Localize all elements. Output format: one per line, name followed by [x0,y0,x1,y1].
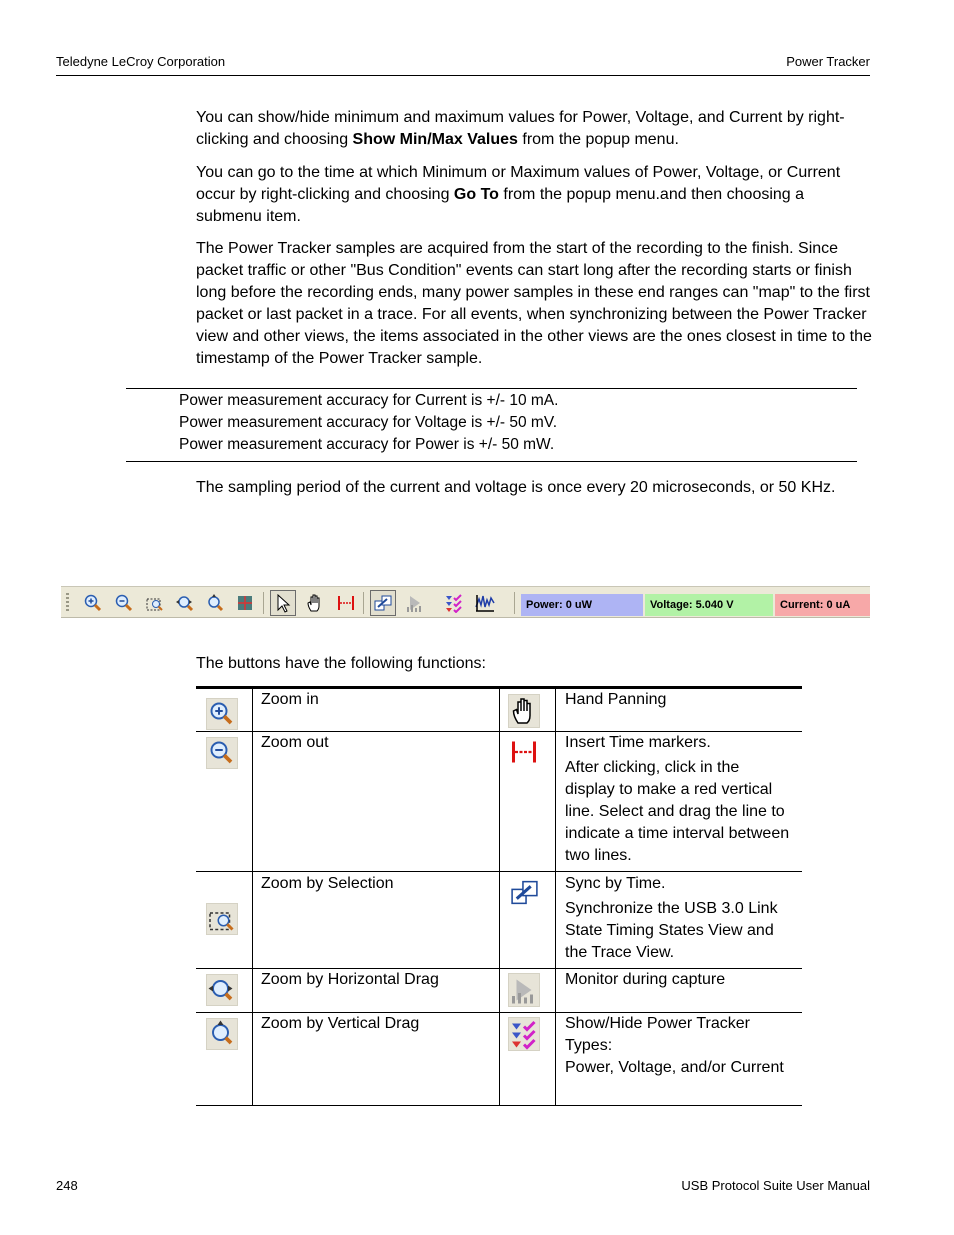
paragraph-buttons-intro: The buttons have the following functions: [196,655,486,672]
show-hide-desc: Power, Voltage, and/or Current [565,1059,784,1076]
hand-icon [508,694,540,728]
p2-text-end: from the popup menu.and then choosing a submenu item. [196,186,805,225]
page-number: 248 [56,1178,78,1193]
zoom-out-icon[interactable] [114,593,134,613]
running-header-left: Teledyne LeCroy Corporation [56,54,226,69]
table-cell-zoom-selection: Zoom by Selection [261,875,394,892]
zoom-selection-icon [206,903,238,935]
show-hide-types-icon[interactable] [444,593,464,613]
zoom-selection-icon[interactable] [145,593,165,613]
voltage-readout: Voltage: 5.040 V [645,594,773,616]
show-hide-title: Show/Hide Power Tracker Types: [565,1015,750,1054]
time-marker-icon[interactable] [336,593,356,613]
zoom-in-icon[interactable] [83,593,103,613]
grid-icon[interactable] [235,593,255,613]
table-col-divider [499,689,500,1106]
zoom-in-icon [206,698,238,730]
pointer-icon[interactable] [273,593,293,613]
table-cell-sync-time [565,873,793,964]
zoom-vertical-drag-icon [206,1018,238,1050]
header-rule [56,75,870,76]
waveform-icon[interactable] [475,593,495,613]
table-cell-zoom-out: Zoom out [261,734,329,751]
power-readout: Power: 0 uW [521,594,643,616]
sync-time-icon [509,877,540,908]
running-header-right: Power Tracker [786,54,870,69]
note-bottom-rule [126,461,857,462]
table-cell-zoom-horizontal: Zoom by Horizontal Drag [261,971,439,988]
p1-text-end: from the popup menu. [517,131,679,148]
time-marker-icon [509,737,539,767]
insert-markers-desc: After clicking, click in the display to make a red vertical line. Select and drag the line to indicate a time interval between two lines. [565,759,790,864]
toolbar-separator [263,592,264,614]
note-current: Power measurement accuracy for Current is +/- 10 mA. [179,392,559,409]
paragraph-samples: The Power Tracker samples are acquired from the start of the recording to the finish. Since packet traffic or other "Bus Condition" events can start long after the recording starts or finish long before the recording ends, many power samples in these end ranges can "map" to the first packet or last packet in a trace. For all events, when synchronizing between the Power Tracker view and other views, the items associated in the other views are the ones closest in time to the timestamp of the Power Tracker sample. [196,240,872,367]
table-cell-hand-panning: Hand Panning [565,691,667,708]
toolbar-separator [363,592,364,614]
p2-bold: Go To [453,186,499,203]
sync-time-desc: Synchronize the USB 3.0 Link State Timing States View and the Trace View. [565,900,778,961]
zoom-out-icon [206,737,238,769]
table-cell-zoom-in: Zoom in [261,691,319,708]
paragraph-min-max [196,107,872,151]
sync-time-icon[interactable] [373,593,393,613]
table-cell-insert-markers [565,732,793,867]
footer-title: USB Protocol Suite User Manual [681,1178,870,1193]
table-cell-monitor: Monitor during capture [565,971,726,988]
table-cell-show-hide [565,1013,793,1079]
p2-text: You can go to the time at which Minimum or Maximum values of Power, Voltage, or Current occur by right-clicking and choosing [196,164,841,203]
note-top-rule [126,388,857,389]
table-col-divider [555,689,556,1106]
hand-icon[interactable] [305,593,325,613]
toolbar-separator [514,592,515,614]
paragraph-sampling: The sampling period of the current and voltage is once every 20 microseconds, or 50 KHz. [196,479,836,496]
toolbar-grip[interactable] [66,593,69,613]
sync-time-title: Sync by Time. [565,875,666,892]
insert-markers-title: Insert Time markers. [565,734,711,751]
show-hide-types-icon [508,1017,540,1051]
note-voltage: Power measurement accuracy for Voltage is +/- 50 mV. [179,414,558,431]
zoom-horizontal-drag-icon[interactable] [175,593,195,613]
monitor-capture-icon[interactable] [405,593,425,613]
current-readout: Current: 0 uA [775,594,870,616]
table-cell-zoom-vertical: Zoom by Vertical Drag [261,1015,420,1032]
table-col-divider [252,689,253,1106]
zoom-horizontal-drag-icon [206,974,238,1006]
paragraph-go-to [196,162,872,228]
p1-text: You can show/hide minimum and maximum values for Power, Voltage, and Current by right-clicking and choosing [196,109,845,148]
power-tracker-toolbar [61,586,870,618]
note-power: Power measurement accuracy for Power is +/- 50 mW. [179,436,555,453]
zoom-vertical-drag-icon[interactable] [205,593,225,613]
monitor-capture-icon [508,973,540,1007]
p1-bold: Show Min/Max Values [352,131,518,148]
